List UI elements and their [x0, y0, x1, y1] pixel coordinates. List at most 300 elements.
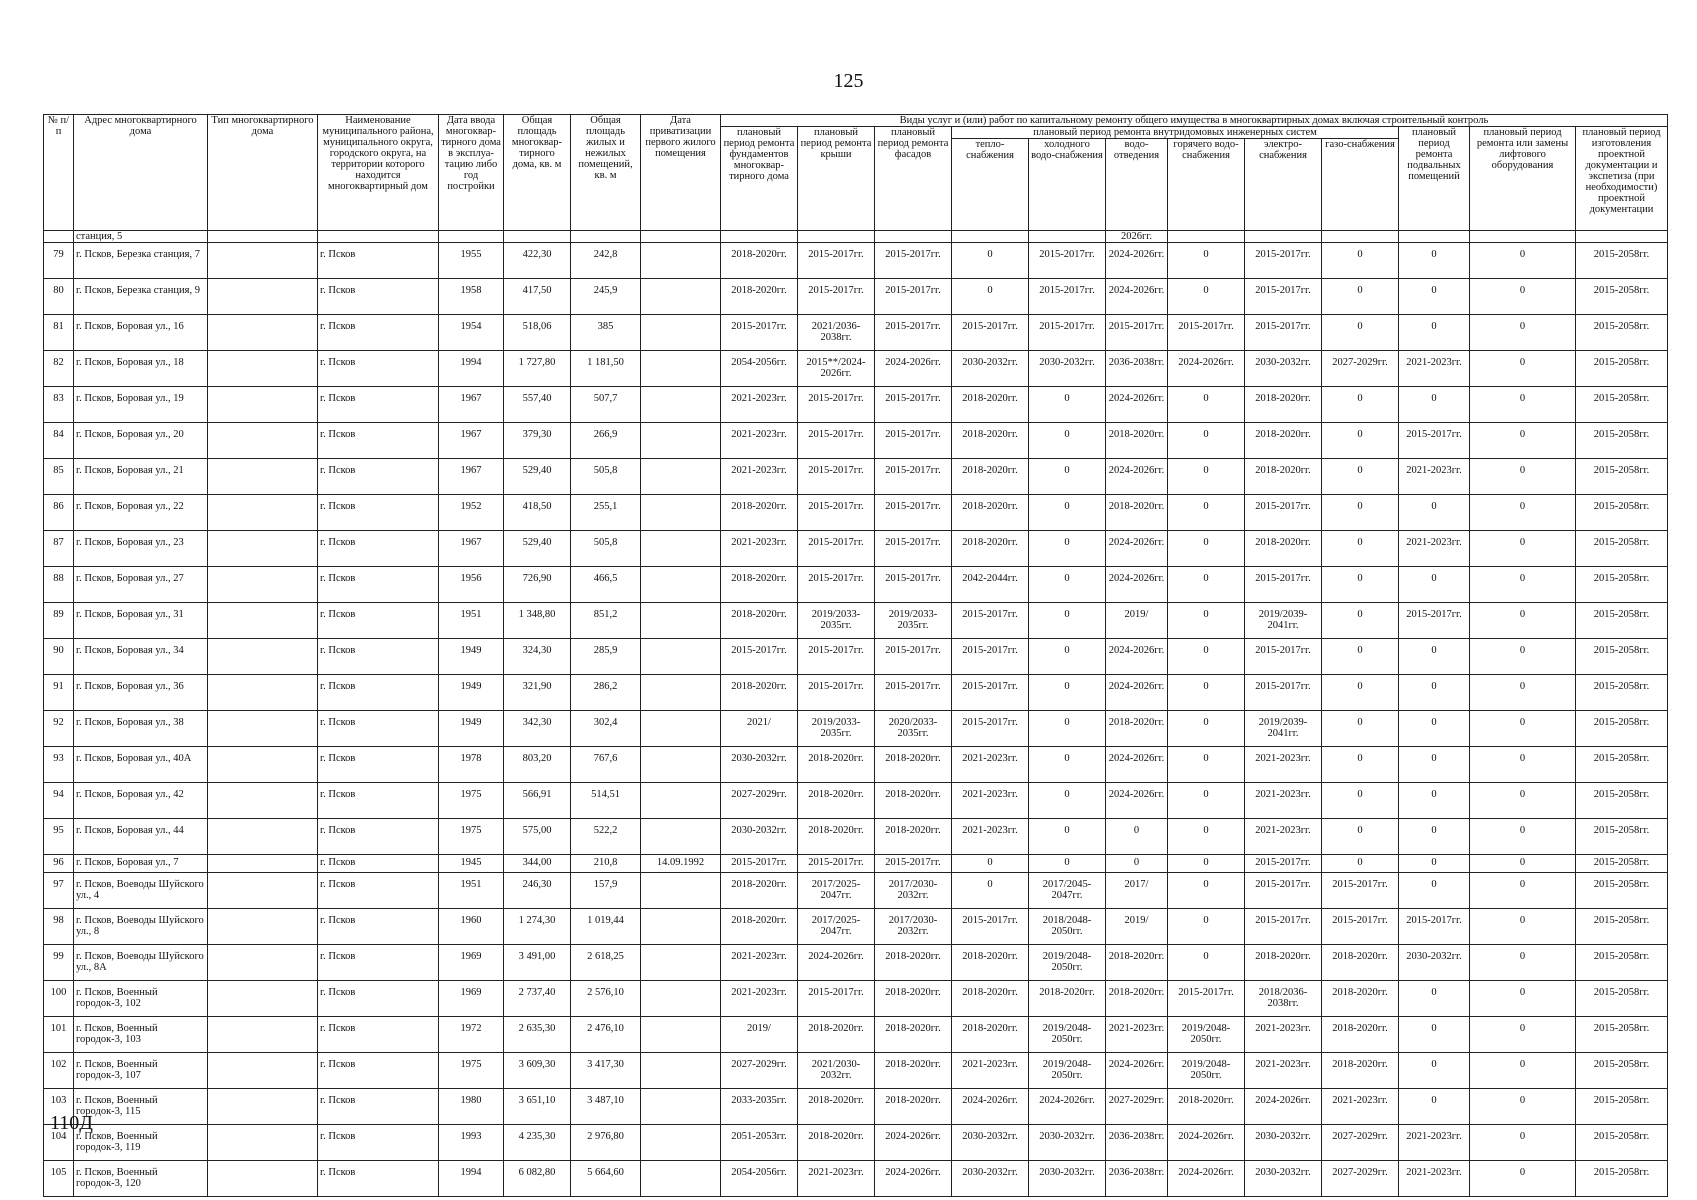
cell-cold: 2024-2026гг. [1029, 1089, 1106, 1125]
cell-district: г. Псков [318, 603, 439, 639]
cell-basement: 0 [1399, 1017, 1470, 1053]
table-row [44, 639, 1668, 675]
cell-living: 1 181,50 [571, 351, 641, 387]
cell-priv [641, 945, 721, 981]
cell-elevator: 0 [1470, 531, 1576, 567]
cell-year: 1994 [439, 351, 504, 387]
cell-elevator: 0 [1470, 243, 1576, 279]
cell-basement: 2015-2017гг. [1399, 423, 1470, 459]
cell-foundation: 2018-2020гг. [721, 909, 798, 945]
cell-facade: 2018-2020гг. [875, 819, 952, 855]
cell-hot: 0 [1168, 531, 1245, 567]
cell-cold: 2015-2017гг. [1029, 315, 1106, 351]
cell-drain: 2024-2026гг. [1106, 1053, 1168, 1089]
cell-heating: 2030-2032гг. [952, 1125, 1029, 1161]
cell-priv [641, 1125, 721, 1161]
cell-roof: 2017/2025-2047гг. [798, 909, 875, 945]
cell-gas: 0 [1322, 747, 1399, 783]
cell-foundation: 2021-2023гг. [721, 945, 798, 981]
cell-priv [641, 351, 721, 387]
cell-address: г. Псков, Боровая ул., 31 [74, 603, 208, 639]
cell-num: 100 [44, 981, 74, 1017]
cell-address: г. Псков, Боровая ул., 27 [74, 567, 208, 603]
cell-basement: 0 [1399, 747, 1470, 783]
cell-elevator: 0 [1470, 711, 1576, 747]
cell-elevator: 0 [1470, 1089, 1576, 1125]
cell-year: 1951 [439, 603, 504, 639]
cell-gas: 0 [1322, 531, 1399, 567]
cell-elec: 2021-2023гг. [1245, 819, 1322, 855]
cell-district: г. Псков [318, 747, 439, 783]
cell-hot: 0 [1168, 639, 1245, 675]
cell-roof: 2018-2020гг. [798, 1017, 875, 1053]
cell-facade: 2018-2020гг. [875, 1053, 952, 1089]
header-elevator: плановый период ремонта или замены лифтового оборудования [1470, 127, 1576, 231]
cell-cold: 0 [1029, 819, 1106, 855]
cell-type [208, 1161, 318, 1197]
cell-type [208, 1017, 318, 1053]
cell-basement: 0 [1399, 279, 1470, 315]
cell-elevator: 0 [1470, 1053, 1576, 1089]
cell-living: 3 417,30 [571, 1053, 641, 1089]
table-row [44, 1125, 1668, 1161]
cell-drain: 2024-2026гг. [1106, 675, 1168, 711]
cell-elevator: 0 [1470, 783, 1576, 819]
cell-year: 1969 [439, 945, 504, 981]
cell-drain: 2018-2020гг. [1106, 945, 1168, 981]
cell-heating: 2015-2017гг. [952, 711, 1029, 747]
cell-drain: 2019/ [1106, 603, 1168, 639]
cell-living: 522,2 [571, 819, 641, 855]
continuation-drainage: 2026гг. [1106, 231, 1168, 243]
cell-year: 1958 [439, 279, 504, 315]
cell-elevator: 0 [1470, 495, 1576, 531]
cell-priv [641, 675, 721, 711]
cell-district: г. Псков [318, 495, 439, 531]
cell-heating: 2021-2023гг. [952, 747, 1029, 783]
cell-design: 2015-2058гг. [1576, 243, 1668, 279]
cell-elevator: 0 [1470, 675, 1576, 711]
cell-heating: 2030-2032гг. [952, 351, 1029, 387]
table-row [44, 279, 1668, 315]
cell-facade: 2020/2033-2035гг. [875, 711, 952, 747]
cell-facade: 2018-2020гг. [875, 783, 952, 819]
cell-num: 98 [44, 909, 74, 945]
cell-basement: 0 [1399, 819, 1470, 855]
header-heating: тепло-снабжения [952, 139, 1029, 231]
table-row [44, 819, 1668, 855]
cell-basement: 2021-2023гг. [1399, 531, 1470, 567]
cell-foundation: 2021/ [721, 711, 798, 747]
cell-design: 2015-2058гг. [1576, 531, 1668, 567]
cell-total: 3 609,30 [504, 1053, 571, 1089]
cell-roof: 2018-2020гг. [798, 747, 875, 783]
cell-cold: 0 [1029, 531, 1106, 567]
cell-facade: 2015-2017гг. [875, 495, 952, 531]
cell-heating: 2018-2020гг. [952, 495, 1029, 531]
cell-priv [641, 819, 721, 855]
cell-num: 93 [44, 747, 74, 783]
cell-cold: 0 [1029, 639, 1106, 675]
cell-foundation: 2021-2023гг. [721, 981, 798, 1017]
cell-basement: 0 [1399, 873, 1470, 909]
cell-hot: 0 [1168, 387, 1245, 423]
cell-heating: 0 [952, 855, 1029, 873]
cell-num: 84 [44, 423, 74, 459]
cell-foundation: 2030-2032гг. [721, 819, 798, 855]
cell-type [208, 1053, 318, 1089]
cell-roof: 2015-2017гг. [798, 675, 875, 711]
cell-cold: 2015-2017гг. [1029, 243, 1106, 279]
cell-foundation: 2018-2020гг. [721, 873, 798, 909]
table-row [44, 567, 1668, 603]
cell-total: 6 082,80 [504, 1161, 571, 1197]
cell-drain: 2024-2026гг. [1106, 243, 1168, 279]
cell-gas: 0 [1322, 675, 1399, 711]
cell-elec: 2015-2017гг. [1245, 909, 1322, 945]
cell-basement: 0 [1399, 387, 1470, 423]
cell-district: г. Псков [318, 279, 439, 315]
cell-address: г. Псков, Боровая ул., 44 [74, 819, 208, 855]
cell-elec: 2021-2023гг. [1245, 747, 1322, 783]
cell-gas: 0 [1322, 423, 1399, 459]
cell-total: 417,50 [504, 279, 571, 315]
cell-gas: 2018-2020гг. [1322, 945, 1399, 981]
cell-design: 2015-2058гг. [1576, 351, 1668, 387]
header-foundation: плановый период ремонта фундаментов многоквар-тирного дома [721, 127, 798, 231]
cell-district: г. Псков [318, 459, 439, 495]
cell-roof: 2017/2025-2047гг. [798, 873, 875, 909]
cell-roof: 2015-2017гг. [798, 243, 875, 279]
cell-elec: 2019/2039-2041гг. [1245, 603, 1322, 639]
cell-priv [641, 315, 721, 351]
capital-repair-table [43, 114, 1668, 1197]
table-row [44, 783, 1668, 819]
cell-cold: 2019/2048-2050гг. [1029, 1053, 1106, 1089]
table-row [44, 351, 1668, 387]
cell-type [208, 783, 318, 819]
cell-elec: 2030-2032гг. [1245, 351, 1322, 387]
cell-address: г. Псков, Военный городок-3, 115 [74, 1089, 208, 1125]
cell-living: 242,8 [571, 243, 641, 279]
cell-heating: 2015-2017гг. [952, 675, 1029, 711]
cell-gas: 2027-2029гг. [1322, 1125, 1399, 1161]
cell-living: 385 [571, 315, 641, 351]
cell-hot: 0 [1168, 495, 1245, 531]
cell-drain: 2018-2020гг. [1106, 711, 1168, 747]
header-gas: газо-снабжения [1322, 139, 1399, 231]
cell-facade: 2015-2017гг. [875, 423, 952, 459]
cell-heating: 0 [952, 873, 1029, 909]
cell-year: 1980 [439, 1089, 504, 1125]
cell-elevator: 0 [1470, 981, 1576, 1017]
cell-district: г. Псков [318, 531, 439, 567]
cell-year: 1967 [439, 459, 504, 495]
cell-type [208, 873, 318, 909]
cell-design: 2015-2058гг. [1576, 495, 1668, 531]
cell-cold: 0 [1029, 387, 1106, 423]
cell-elec: 2018-2020гг. [1245, 423, 1322, 459]
cell-elevator: 0 [1470, 279, 1576, 315]
cell-living: 285,9 [571, 639, 641, 675]
cell-district: г. Псков [318, 855, 439, 873]
cell-district: г. Псков [318, 351, 439, 387]
cell-facade: 2019/2033-2035гг. [875, 603, 952, 639]
cell-foundation: 2015-2017гг. [721, 315, 798, 351]
cell-elec: 2021-2023гг. [1245, 1053, 1322, 1089]
cell-total: 518,06 [504, 315, 571, 351]
cell-foundation: 2027-2029гг. [721, 1053, 798, 1089]
cell-address: г. Псков, Боровая ул., 20 [74, 423, 208, 459]
cell-address: г. Псков, Боровая ул., 23 [74, 531, 208, 567]
cell-elec: 2018/2036-2038гг. [1245, 981, 1322, 1017]
cell-hot: 2024-2026гг. [1168, 1161, 1245, 1197]
cell-design: 2015-2058гг. [1576, 1017, 1668, 1053]
cell-design: 2015-2058гг. [1576, 783, 1668, 819]
cell-living: 255,1 [571, 495, 641, 531]
cell-num: 82 [44, 351, 74, 387]
cell-roof: 2015-2017гг. [798, 855, 875, 873]
cell-facade: 2015-2017гг. [875, 387, 952, 423]
cell-design: 2015-2058гг. [1576, 855, 1668, 873]
cell-elec: 2015-2017гг. [1245, 279, 1322, 315]
cell-year: 1949 [439, 711, 504, 747]
cell-cold: 2015-2017гг. [1029, 279, 1106, 315]
cell-num: 105 [44, 1161, 74, 1197]
cell-year: 1951 [439, 873, 504, 909]
cell-elec: 2030-2032гг. [1245, 1161, 1322, 1197]
cell-living: 210,8 [571, 855, 641, 873]
cell-heating: 2018-2020гг. [952, 531, 1029, 567]
cell-type [208, 315, 318, 351]
cell-roof: 2015-2017гг. [798, 981, 875, 1017]
cell-basement: 0 [1399, 1053, 1470, 1089]
cell-num: 83 [44, 387, 74, 423]
header-hot-water: горячего водо-снабжения [1168, 139, 1245, 231]
cell-roof: 2015-2017гг. [798, 567, 875, 603]
cell-facade: 2015-2017гг. [875, 531, 952, 567]
table-row [44, 315, 1668, 351]
cell-heating: 2018-2020гг. [952, 981, 1029, 1017]
cell-elec: 2030-2032гг. [1245, 1125, 1322, 1161]
cell-living: 2 618,25 [571, 945, 641, 981]
cell-roof: 2015**/2024-2026гг. [798, 351, 875, 387]
cell-elevator: 0 [1470, 567, 1576, 603]
cell-year: 1975 [439, 1053, 504, 1089]
cell-drain: 2018-2020гг. [1106, 423, 1168, 459]
cell-district: г. Псков [318, 315, 439, 351]
cell-elec: 2018-2020гг. [1245, 387, 1322, 423]
cell-gas: 2018-2020гг. [1322, 981, 1399, 1017]
header-type: Тип многоквартирного дома [208, 115, 318, 231]
cell-elevator: 0 [1470, 945, 1576, 981]
cell-elec: 2015-2017гг. [1245, 855, 1322, 873]
cell-foundation: 2019/ [721, 1017, 798, 1053]
table-row [44, 423, 1668, 459]
cell-heating: 2018-2020гг. [952, 945, 1029, 981]
cell-total: 803,20 [504, 747, 571, 783]
cell-foundation: 2021-2023гг. [721, 423, 798, 459]
cell-heating: 2018-2020гг. [952, 387, 1029, 423]
cell-elevator: 0 [1470, 819, 1576, 855]
cell-total: 726,90 [504, 567, 571, 603]
cell-total: 529,40 [504, 531, 571, 567]
cell-num: 79 [44, 243, 74, 279]
cell-district: г. Псков [318, 1053, 439, 1089]
cell-total: 575,00 [504, 819, 571, 855]
cell-district: г. Псков [318, 1017, 439, 1053]
cell-heating: 2021-2023гг. [952, 1053, 1029, 1089]
cell-total: 1 727,80 [504, 351, 571, 387]
cell-type [208, 495, 318, 531]
cell-facade: 2018-2020гг. [875, 1089, 952, 1125]
cell-basement: 2030-2032гг. [1399, 945, 1470, 981]
cell-cold: 2017/2045-2047гг. [1029, 873, 1106, 909]
cell-priv [641, 603, 721, 639]
header-cold-water: холодного водо-снабжения [1029, 139, 1106, 231]
cell-cold: 0 [1029, 747, 1106, 783]
cell-drain: 2017/ [1106, 873, 1168, 909]
cell-facade: 2015-2017гг. [875, 243, 952, 279]
cell-facade: 2018-2020гг. [875, 945, 952, 981]
cell-living: 1 019,44 [571, 909, 641, 945]
cell-facade: 2015-2017гг. [875, 567, 952, 603]
cell-year: 1949 [439, 675, 504, 711]
cell-roof: 2018-2020гг. [798, 1089, 875, 1125]
cell-elevator: 0 [1470, 873, 1576, 909]
cell-elevator: 0 [1470, 603, 1576, 639]
cell-design: 2015-2058гг. [1576, 873, 1668, 909]
cell-type [208, 711, 318, 747]
cell-total: 342,30 [504, 711, 571, 747]
cell-elevator: 0 [1470, 1017, 1576, 1053]
table-row [44, 243, 1668, 279]
cell-year: 1972 [439, 1017, 504, 1053]
cell-design: 2015-2058гг. [1576, 279, 1668, 315]
cell-hot: 2024-2026гг. [1168, 1125, 1245, 1161]
cell-design: 2015-2058гг. [1576, 603, 1668, 639]
cell-num: 96 [44, 855, 74, 873]
cell-type [208, 747, 318, 783]
cell-elevator: 0 [1470, 855, 1576, 873]
cell-heating: 2018-2020гг. [952, 1017, 1029, 1053]
cell-hot: 0 [1168, 711, 1245, 747]
cell-district: г. Псков [318, 639, 439, 675]
table-row [44, 603, 1668, 639]
cell-num: 102 [44, 1053, 74, 1089]
cell-district: г. Псков [318, 711, 439, 747]
cell-foundation: 2054-2056гг. [721, 1161, 798, 1197]
cell-gas: 0 [1322, 783, 1399, 819]
cell-foundation: 2018-2020гг. [721, 279, 798, 315]
cell-foundation: 2021-2023гг. [721, 531, 798, 567]
cell-priv [641, 279, 721, 315]
cell-roof: 2019/2033-2035гг. [798, 603, 875, 639]
cell-gas: 0 [1322, 315, 1399, 351]
table-row [44, 711, 1668, 747]
cell-living: 5 664,60 [571, 1161, 641, 1197]
cell-elec: 2015-2017гг. [1245, 315, 1322, 351]
cell-design: 2015-2058гг. [1576, 1089, 1668, 1125]
cell-type [208, 639, 318, 675]
cell-heating: 0 [952, 243, 1029, 279]
cell-roof: 2019/2033-2035гг. [798, 711, 875, 747]
cell-address: г. Псков, Боровая ул., 18 [74, 351, 208, 387]
cell-num: 92 [44, 711, 74, 747]
cell-design: 2015-2058гг. [1576, 1161, 1668, 1197]
cell-heating: 2015-2017гг. [952, 315, 1029, 351]
cell-district: г. Псков [318, 1125, 439, 1161]
table-row [44, 909, 1668, 945]
cell-roof: 2015-2017гг. [798, 279, 875, 315]
cell-num: 99 [44, 945, 74, 981]
cell-num: 81 [44, 315, 74, 351]
cell-drain: 2024-2026гг. [1106, 279, 1168, 315]
cell-elec: 2024-2026гг. [1245, 1089, 1322, 1125]
cell-num: 87 [44, 531, 74, 567]
cell-type [208, 603, 318, 639]
cell-drain: 2036-2038гг. [1106, 1125, 1168, 1161]
cell-elec: 2021-2023гг. [1245, 1017, 1322, 1053]
cell-heating: 2018-2020гг. [952, 459, 1029, 495]
cell-cold: 0 [1029, 675, 1106, 711]
cell-type [208, 387, 318, 423]
cell-design: 2015-2058гг. [1576, 423, 1668, 459]
cell-priv [641, 711, 721, 747]
cell-year: 1978 [439, 747, 504, 783]
cell-facade: 2018-2020гг. [875, 747, 952, 783]
cell-address: г. Псков, Военный городок-3, 102 [74, 981, 208, 1017]
cell-priv [641, 423, 721, 459]
cell-heating: 2018-2020гг. [952, 423, 1029, 459]
cell-living: 507,7 [571, 387, 641, 423]
cell-facade: 2018-2020гг. [875, 981, 952, 1017]
cell-foundation: 2018-2020гг. [721, 603, 798, 639]
cell-address: г. Псков, Березка станция, 7 [74, 243, 208, 279]
cell-roof: 2015-2017гг. [798, 639, 875, 675]
cell-type [208, 675, 318, 711]
cell-year: 1954 [439, 315, 504, 351]
cell-hot: 2024-2026гг. [1168, 351, 1245, 387]
cell-priv [641, 747, 721, 783]
cell-total: 3 491,00 [504, 945, 571, 981]
cell-num: 97 [44, 873, 74, 909]
cell-priv [641, 495, 721, 531]
cell-elevator: 0 [1470, 351, 1576, 387]
cell-cold: 0 [1029, 459, 1106, 495]
cell-facade: 2017/2030-2032гг. [875, 909, 952, 945]
cell-foundation: 2051-2053гг. [721, 1125, 798, 1161]
header-engineering-group: плановый период ремонта внутридомовых инженерных систем [952, 127, 1399, 139]
cell-type [208, 423, 318, 459]
cell-gas: 0 [1322, 243, 1399, 279]
cell-hot: 0 [1168, 909, 1245, 945]
cell-drain: 0 [1106, 855, 1168, 873]
cell-hot: 0 [1168, 423, 1245, 459]
cell-district: г. Псков [318, 423, 439, 459]
cell-total: 246,30 [504, 873, 571, 909]
table-row [44, 1161, 1668, 1197]
table-row [44, 1089, 1668, 1125]
cell-drain: 2024-2026гг. [1106, 567, 1168, 603]
cell-total: 321,90 [504, 675, 571, 711]
cell-elec: 2018-2020гг. [1245, 459, 1322, 495]
header-living-area: Общая площадь жилых и нежилых помещений, кв. м [571, 115, 641, 231]
cell-district: г. Псков [318, 873, 439, 909]
cell-design: 2015-2058гг. [1576, 1053, 1668, 1089]
header-drainage: водо-отведения [1106, 139, 1168, 231]
header-address: Адрес многоквартирного дома [74, 115, 208, 231]
